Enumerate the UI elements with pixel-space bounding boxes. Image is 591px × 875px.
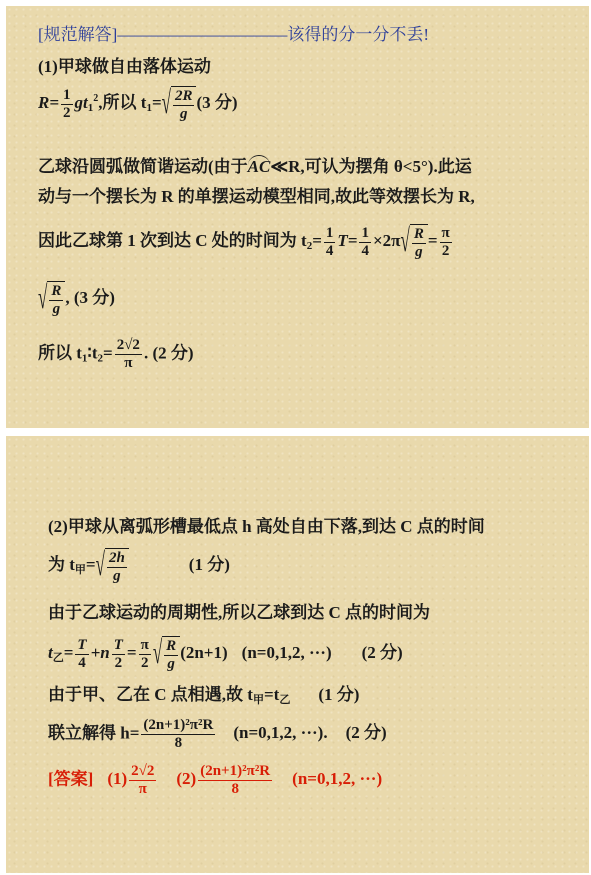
l4-sqrt-den: g bbox=[49, 300, 63, 317]
eq1-equals: = bbox=[151, 92, 162, 112]
f3-num: π bbox=[441, 224, 450, 241]
p2-l2-sqrt-den: g bbox=[107, 567, 127, 584]
eq1-sqrt-num: 2R bbox=[174, 88, 193, 104]
eq1-mid: gt bbox=[74, 92, 88, 112]
p2-f1-den: 4 bbox=[75, 654, 88, 671]
eq1-sqrt-den: g bbox=[173, 105, 195, 122]
para-l3-a: 因此乙球第 1 次到达 C 处的时间为 t bbox=[38, 230, 307, 250]
p2-l5-a: 由于甲、乙在 C 点相遇,故 t bbox=[48, 685, 253, 704]
paragraph-line-5 bbox=[38, 338, 194, 371]
l4-score: , (3 分) bbox=[65, 287, 115, 307]
arc-ac: AC bbox=[247, 157, 271, 176]
para-l3-frac1 bbox=[324, 226, 336, 259]
eq1-lhs: R= bbox=[38, 92, 60, 112]
l5-sub1: 1 bbox=[81, 352, 88, 365]
p2-l4-frac1 bbox=[75, 638, 88, 671]
eq1-score: (3 分) bbox=[196, 92, 238, 112]
sqrt-den: g bbox=[412, 243, 426, 260]
para-l3-eq2: = bbox=[427, 230, 438, 250]
p2-l2-sqrt-num: 2h bbox=[108, 550, 125, 566]
p2-f2-num: T bbox=[113, 636, 123, 653]
p2-l6-den: 8 bbox=[141, 734, 215, 751]
f1-den: 4 bbox=[325, 242, 334, 259]
para-l3-sqrt: √ $\frac{R}{g}$ bbox=[400, 224, 427, 260]
header-line bbox=[38, 26, 429, 43]
answer-label: [答案] bbox=[48, 769, 94, 789]
p2-line-1: (2)甲球从离弧形槽最低点 h 高处自由下落,到达 C 点的时间 bbox=[48, 517, 485, 536]
para-l3-sub: 2 bbox=[306, 239, 313, 252]
p2-f2-den: 2 bbox=[112, 654, 125, 671]
para-l3-frac3 bbox=[440, 226, 452, 259]
answer-1-num: 2√2 bbox=[131, 763, 155, 779]
answer-1-label: (1) bbox=[107, 769, 128, 789]
l5-a: 所以 t bbox=[38, 343, 82, 363]
f2-den: 4 bbox=[361, 242, 369, 259]
answer-2-label: (2) bbox=[176, 769, 197, 789]
p2-l2-sqrt: √ $\frac{2h}{g}$ bbox=[96, 548, 129, 584]
eq1-frac-num: 1 bbox=[63, 86, 71, 103]
answer-cond: (n=0,1,2, ···) bbox=[292, 769, 383, 789]
l5-colon: ∶t bbox=[87, 343, 98, 363]
p2-l6-num: (2n+1)²π²R bbox=[143, 717, 214, 733]
header-label: [规范解答] bbox=[38, 25, 118, 44]
l5-score: . (2 分) bbox=[143, 343, 194, 363]
l4-sqrt-num: R bbox=[51, 283, 62, 299]
solution-panel-part2 bbox=[6, 436, 589, 873]
p2-line-6 bbox=[48, 718, 387, 751]
p2-l4-plus: +n bbox=[90, 642, 110, 662]
paragraph-line-1 bbox=[38, 158, 472, 175]
p2-l6-a: 联立解得 h= bbox=[48, 723, 140, 743]
f1-num: 1 bbox=[325, 224, 334, 241]
eq1-frac-den: 2 bbox=[63, 104, 71, 121]
p2-f1-num: T bbox=[77, 636, 87, 653]
paragraph-line-3 bbox=[38, 224, 454, 260]
p2-l5-eq: =t bbox=[263, 685, 280, 704]
solution-panel-part1 bbox=[6, 6, 589, 428]
p2-l4-sqrt: √ $\frac{R}{g}$ bbox=[153, 636, 180, 672]
para-l3-times: ×2π bbox=[372, 230, 401, 250]
f2-num: 1 bbox=[361, 224, 369, 241]
paragraph-line-4 bbox=[38, 281, 115, 317]
eq1-text-sub: 1 bbox=[146, 101, 152, 114]
p2-line-5 bbox=[48, 686, 359, 706]
p2-l4-sub: 乙 bbox=[52, 651, 64, 664]
p2-sqrt-num: R bbox=[166, 638, 177, 654]
answer-1-den: π bbox=[129, 780, 156, 797]
answer-2-num: (2n+1)²π²R bbox=[200, 763, 271, 779]
answer-line bbox=[48, 764, 382, 797]
paragraph-line-2: 动与一个摆长为 R 的单摆运动模型相同,故此等效摆长为 R, bbox=[38, 187, 475, 206]
l4-sqrt: √ $\frac{R}{g}$ bbox=[38, 281, 65, 317]
p2-line-4 bbox=[48, 636, 403, 672]
l5-frac bbox=[115, 338, 142, 371]
p2-l2-score: (1 分) bbox=[188, 554, 230, 574]
p2-l6-frac bbox=[141, 718, 215, 751]
para-l3-T: T= bbox=[337, 230, 358, 250]
p2-l5-sub1: 甲 bbox=[252, 694, 264, 706]
p2-f3-num: π bbox=[140, 636, 149, 653]
p2-l4-cond: (n=0,1,2, ···) bbox=[241, 642, 332, 662]
l5-sub2: 2 bbox=[97, 352, 104, 365]
para-l3-frac2 bbox=[359, 226, 371, 259]
p2-line-2 bbox=[48, 548, 230, 584]
p2-l2-a: 为 t bbox=[48, 554, 75, 574]
p2-l4-tail: (2n+1) bbox=[180, 642, 228, 662]
para-l3-eq: = bbox=[312, 230, 322, 250]
eq1-sqrt bbox=[162, 86, 197, 122]
equation-line-1 bbox=[38, 86, 238, 122]
part1-title: (1)甲球做自由落体运动 bbox=[38, 57, 211, 76]
l5-eq: = bbox=[103, 343, 113, 363]
eq1-fraction bbox=[61, 88, 73, 121]
header-tail: 该得的分一分不丢! bbox=[287, 25, 429, 44]
p2-f3-den: 2 bbox=[139, 654, 151, 671]
p2-l4-score: (2 分) bbox=[361, 642, 403, 662]
p2-l5-score: (1 分) bbox=[318, 685, 360, 704]
p2-l2-sub: 甲 bbox=[74, 563, 86, 576]
p2-l4-frac2 bbox=[112, 638, 125, 671]
eq1-text: ,所以 t bbox=[98, 92, 147, 112]
eq1-sub: 1 bbox=[87, 101, 94, 114]
p2-l4-frac3 bbox=[139, 638, 151, 671]
answer-2-den: 8 bbox=[198, 780, 272, 797]
p2-l5-sub2: 乙 bbox=[279, 694, 291, 706]
para-l1-b: ≪R,可认为摆角 θ<5°).此运 bbox=[270, 157, 472, 176]
f3-den: 2 bbox=[440, 242, 452, 259]
sqrt-num: R bbox=[413, 226, 424, 242]
para-l1-a: 乙球沿圆弧做简谐运动(由于 bbox=[38, 157, 248, 176]
p2-l2-eq: = bbox=[85, 554, 96, 574]
answer-1-frac bbox=[129, 764, 156, 797]
p2-l4-eq: = bbox=[63, 642, 74, 662]
l5-den: π bbox=[115, 354, 142, 371]
answer-2-frac bbox=[198, 764, 272, 797]
sqrt-symbol: √ bbox=[161, 84, 171, 121]
p2-l6-cond: (n=0,1,2, ···). bbox=[233, 723, 328, 743]
l5-num: 2√2 bbox=[116, 337, 140, 353]
p2-l4-a: t bbox=[48, 642, 53, 662]
eq1-sup: 2 bbox=[93, 92, 99, 104]
p2-line-3: 由于乙球运动的周期性,所以乙球到达 C 点的时间为 bbox=[48, 603, 431, 622]
p2-l4-eq2: = bbox=[126, 642, 137, 662]
p2-sqrt-den: g bbox=[164, 655, 178, 672]
p2-l6-score: (2 分) bbox=[345, 723, 387, 743]
header-dash: —————————— bbox=[117, 25, 288, 44]
